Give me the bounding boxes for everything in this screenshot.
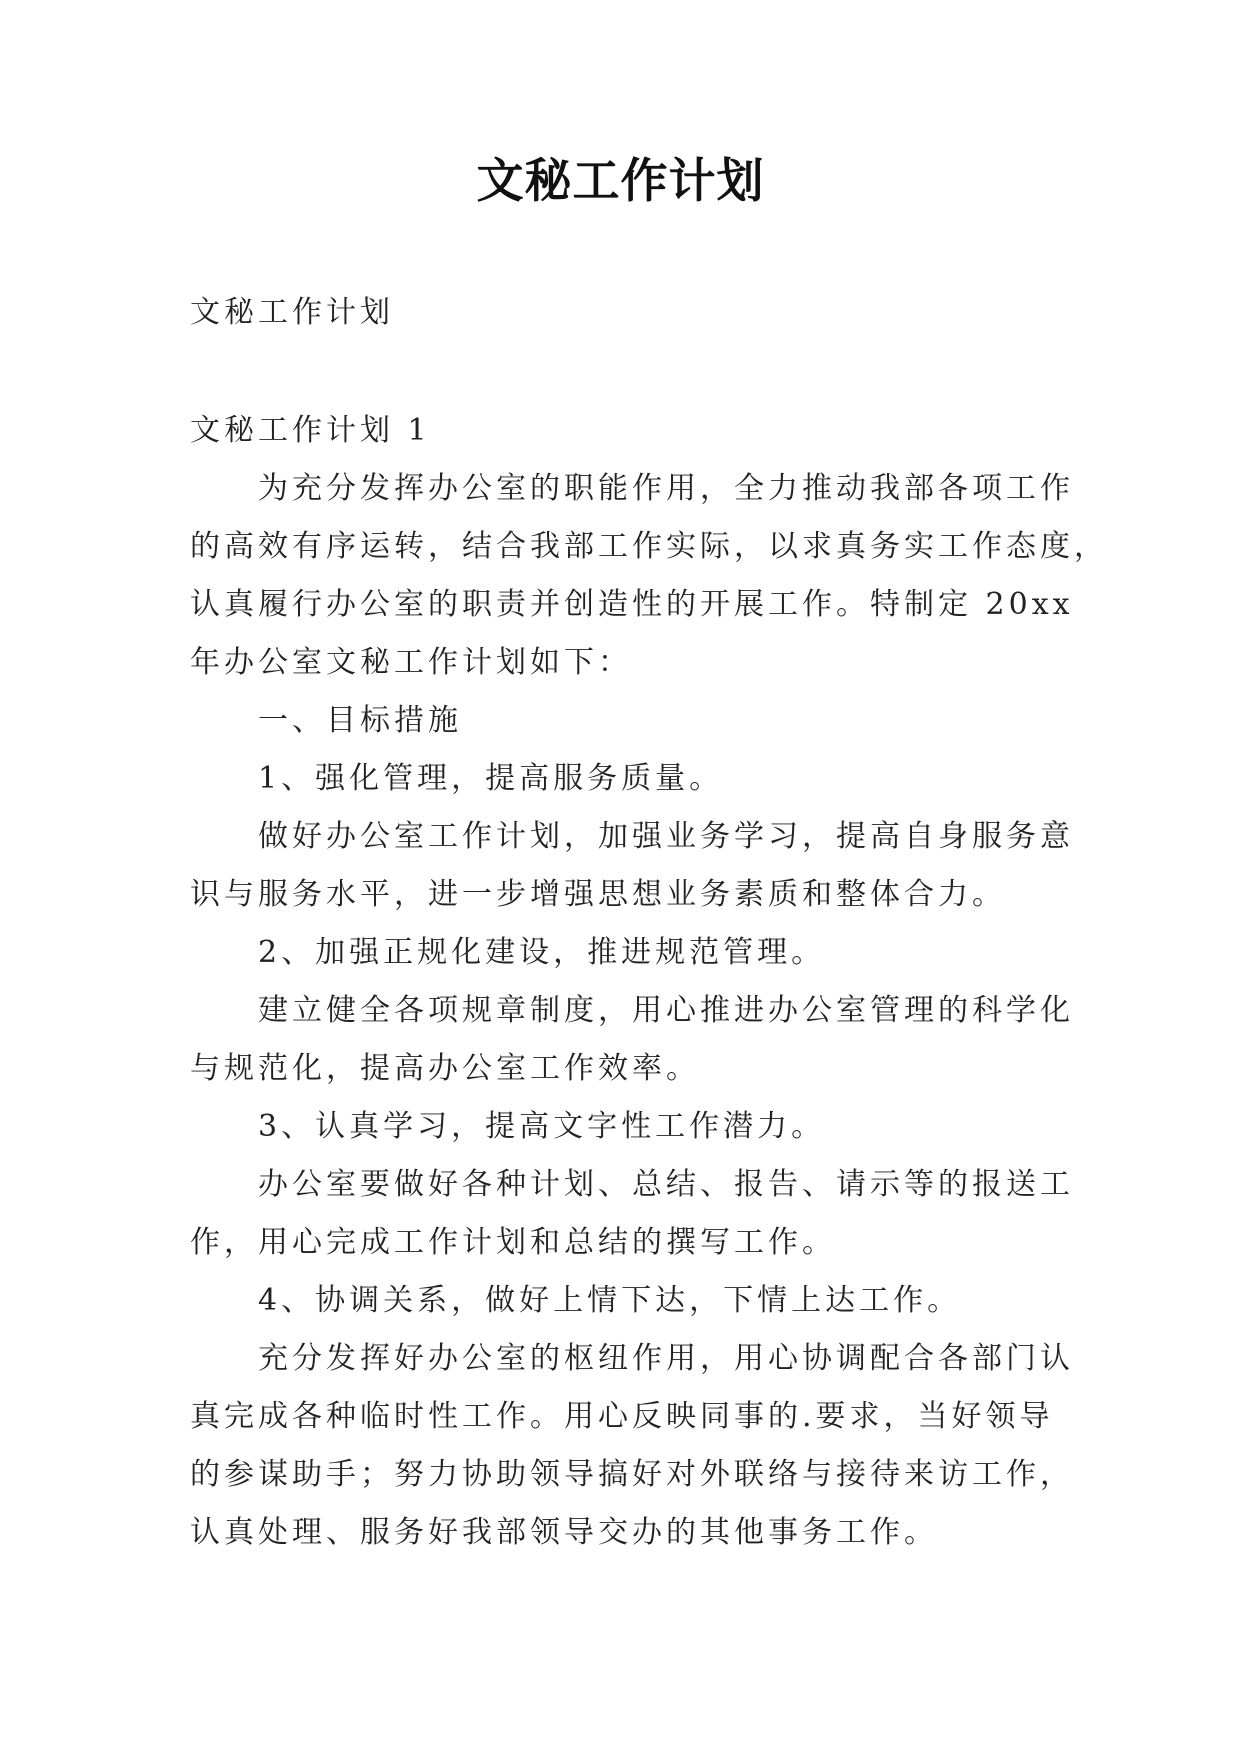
document-body [190, 284, 1108, 1562]
item1-heading: 1、强化管理，提高服务质量。 [258, 761, 724, 796]
item4-body-line: 真完成各种临时性工作。用心反映同事的.要求，当好领导 [190, 1399, 1054, 1434]
item4-body-line: 的参谋助手；努力协助领导搞好对外联络与接待来访工作， [190, 1457, 1074, 1492]
intro-line: 为充分发挥办公室的职能作用，全力推动我部各项工作 [258, 471, 1074, 506]
intro-line: 的高效有序运转，结合我部工作实际，以求真务实工作态度， [190, 529, 1108, 564]
item4-heading: 4、协调关系，做好上情下达，下情上达工作。 [258, 1283, 962, 1318]
measures-heading: 一、目标措施 [258, 703, 462, 738]
item3-body-line: 作，用心完成工作计划和总结的撰写工作。 [190, 1225, 836, 1260]
item4-body-line: 认真处理、服务好我部领导交办的其他事务工作。 [190, 1515, 938, 1550]
item2-body-line: 与规范化，提高办公室工作效率。 [190, 1051, 700, 1086]
intro-line: 年办公室文秘工作计划如下： [190, 645, 632, 680]
item1-body-line: 做好办公室工作计划，加强业务学习，提高自身服务意 [258, 819, 1074, 854]
spacer [190, 342, 1060, 402]
item3-heading: 3、认真学习，提高文字性工作潜力。 [258, 1109, 826, 1144]
intro-line: 认真履行办公室的职责并创造性的开展工作。特制定 20xx [190, 587, 1074, 622]
item2-body-line: 建立健全各项规章制度，用心推进办公室管理的科学化 [258, 993, 1074, 1028]
document-subtitle: 文秘工作计划 [190, 295, 394, 330]
item3-body-line: 办公室要做好各种计划、总结、报告、请示等的报送工 [258, 1167, 1074, 1202]
item4-body-line: 充分发挥好办公室的枢纽作用，用心协调配合各部门认 [258, 1341, 1074, 1376]
item2-heading: 2、加强正规化建设，推进规范管理。 [258, 935, 826, 970]
section-heading: 文秘工作计划 1 [190, 413, 431, 448]
item1-body-line: 识与服务水平，进一步增强思想业务素质和整体合力。 [190, 877, 1006, 912]
document-title: 文秘工作计划 [476, 154, 765, 209]
